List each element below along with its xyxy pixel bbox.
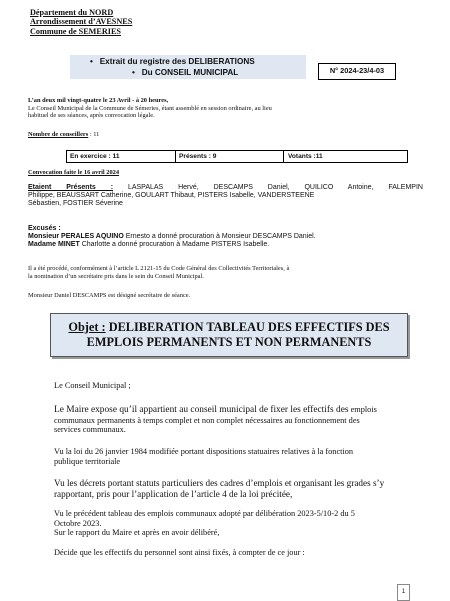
article-block <box>28 265 428 280</box>
objet-line-2: EMPLOIS PERMANENTS ET NON PERMANENTS <box>86 335 372 349</box>
objet-line-1: Objet : DELIBERATION TABLEAU DES EFFECTIFS DES <box>68 320 390 334</box>
presents-line-3: Sébastien, FOSTIER Séverine <box>28 200 123 208</box>
extract-box <box>70 55 306 79</box>
objet-prefix: Objet : <box>68 320 106 334</box>
intro-convocation-line: habituel de ses séances, après convocation légale. <box>28 112 155 119</box>
counsellors-line <box>28 131 99 139</box>
letterhead <box>30 8 132 36</box>
intro-assembly-line: Le Conseil Municipal de la Commune de Sémeries, étant assemblé en session ordinaire, au lieu <box>28 104 272 112</box>
extract-line-2: • Du CONSEIL MUNICIPAL <box>132 68 239 77</box>
exercise-cell: En exercice : 11 <box>70 153 120 160</box>
secretary-line: Monsieur Daniel DESCAMPS est désigné secrétaire de séance. <box>28 292 191 299</box>
present-cell: Présents : 9 <box>179 153 217 160</box>
body-p6: Décide que les effectifs du personnel sont ainsi fixés, à compter de ce jour : <box>54 548 305 557</box>
presents-line-2: Philippe, BEAUSSART Catherine, GOULART Thibaut, PISTERS Isabelle, VANDERSTEENE <box>28 192 315 200</box>
counsellors-value: : 11 <box>89 131 100 138</box>
article-line-1: Il a été procédé, conformément à l’article L 2121-15 du Code Général des Collectivités Territoriales, à <box>28 265 290 272</box>
counsellors-label: Nombre de conseillers <box>28 131 89 138</box>
intro-date-line: L’an deux mil vingt-quatre le 23 Avril - à 20 heures, <box>28 97 169 104</box>
presents-line-1: Etaient Présents : LASPALAS Hervé, DESCAMPS Daniel, QUILICO Antoine, FALEMPIN <box>28 184 423 191</box>
body-p1: Le Conseil Municipal ; <box>54 381 131 390</box>
body-p3: Vu la loi du 26 janvier 1984 modifiée portant dispositions statuaires relatives à la fonction publique territoriale <box>54 447 354 466</box>
page-number: 1 <box>397 584 410 601</box>
body-p4: Vu les décrets portant statuts particuliers des cadres d’emplois et organisant les grades s’y rapportant, pris pour l’application de l’article 4 de la loi précitée, <box>54 478 385 499</box>
department-line: Département du NORD <box>30 8 114 17</box>
presents-label: Etaient Présents : <box>28 184 114 191</box>
intro-block <box>28 97 428 120</box>
presents-block <box>28 184 423 209</box>
excuse-line-1: Monsieur PERALES AQUINO Ernesto a donné procuration à Monsieur DESCAMPS Daniel. <box>28 233 316 241</box>
excuses-label: Excusés : <box>28 225 61 232</box>
convocation-line: Convocation faite le 16 avril 2024 <box>28 169 120 176</box>
article-line-2: la nomination d’un secrétaire pris dans le sein du Conseil Municipal. <box>28 272 204 280</box>
excuses-block <box>28 225 423 250</box>
commune-line: Commune de SEMERIES <box>30 26 121 36</box>
excuse-line-2: Madame MINET Charlotte a donné procuration à Madame PISTERS Isabelle. <box>28 241 270 249</box>
arrondissement-line: Arrondissement d’AVESNES <box>30 17 133 27</box>
votants-cell: Votants :11 <box>288 153 323 160</box>
deliberation-number: N° 2024-23/4-03 <box>318 63 396 80</box>
objet-box <box>50 313 408 357</box>
body-p5: Vu le précédent tableau des emplois communaux adopté par délibération 2023-5/10-2 du 5 Octobre 2023. Sur le rapport du Maire et après en avoir délibéré, <box>54 509 355 538</box>
votes-table <box>66 150 408 163</box>
extract-line-1: • Extrait du registre des DELIBERATIONS <box>90 57 255 66</box>
body-p2: Le Maire expose qu’il appartient au conseil municipal de fixer les effectifs des emplois communaux permanents à temps complet et non complet nécessaires au fonctionnement des services communaux. <box>54 405 377 435</box>
